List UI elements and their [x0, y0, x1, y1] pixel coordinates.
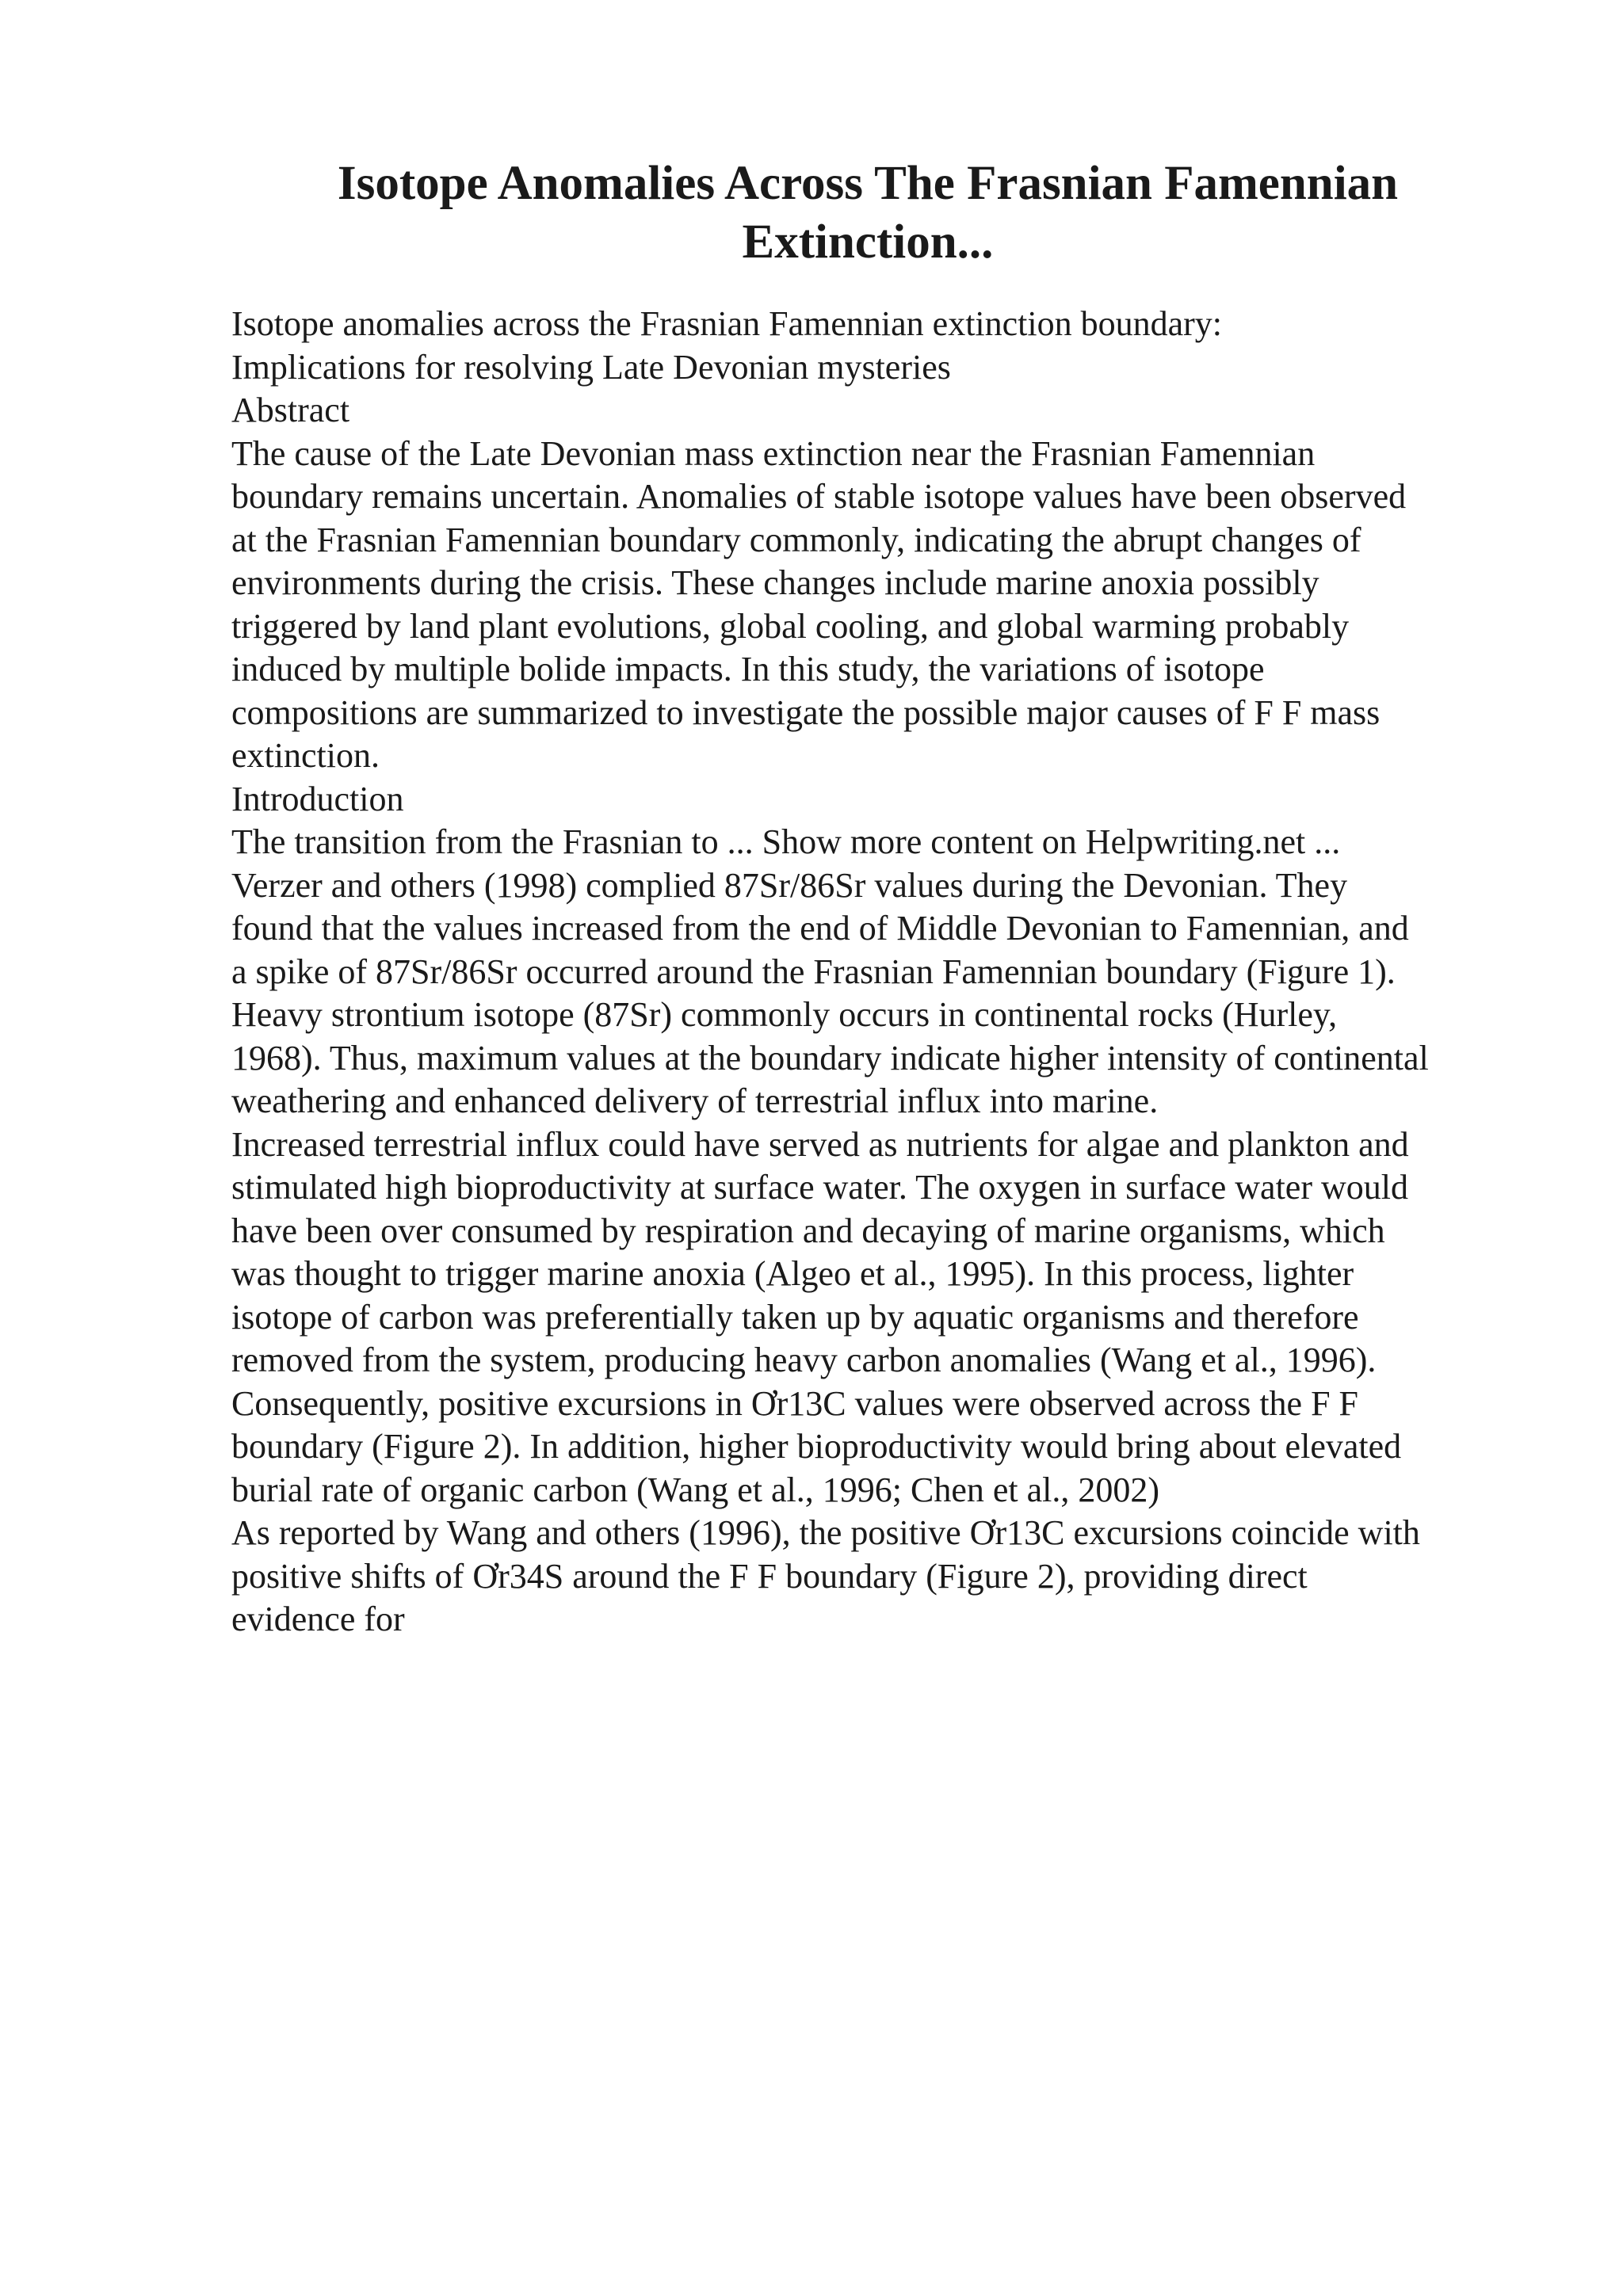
body-line: The transition from the Frasnian to ... Show more content on Helpwriting.net ... [231, 822, 1341, 861]
abstract-line: The cause of the Late Devonian mass extinction near the Frasnian Famennian [231, 433, 1316, 473]
abstract-line: environments during the crisis. These changes include marine anoxia possibly [231, 563, 1319, 602]
subtitle-line-2: Implications for resolving Late Devonian mysteries [231, 347, 951, 387]
abstract-line: triggered by land plant evolutions, global cooling, and global warming probably [231, 606, 1350, 646]
abstract-line: at the Frasnian Famennian boundary commonly, indicating the abrupt changes of [231, 520, 1361, 559]
abstract-line: extinction. [231, 736, 380, 775]
body-line: burial rate of organic carbon (Wang et al., 1996; Chen et al., 2002) [231, 1470, 1160, 1509]
body-line: positive shifts of Ơr34S around the F F boundary (Figure 2), providing direct [231, 1556, 1308, 1596]
body-line: 1968). Thus, maximum values at the boundary indicate higher intensity of continental [231, 1038, 1429, 1077]
abstract-line: compositions are summarized to investigate the possible major causes of F F mass [231, 692, 1381, 732]
body-line: Increased terrestrial influx could have served as nutrients for algae and plankton and [231, 1124, 1409, 1164]
body-line: removed from the system, producing heavy carbon anomalies (Wang et al., 1996). [231, 1341, 1377, 1379]
body-line: found that the values increased from the end of Middle Devonian to Famennian, and [231, 909, 1409, 948]
body-line: a spike of 87Sr/86Sr occurred around the Frasnian Famennian boundary (Figure 1). [231, 952, 1396, 991]
body-line: Heavy strontium isotope (87Sr) commonly occurs in continental rocks (Hurley, [231, 995, 1338, 1034]
abstract-line: boundary remains uncertain. Anomalies of stable isotope values have been observed [231, 477, 1407, 516]
abstract-heading: Abstract [231, 391, 350, 429]
body-line: was thought to trigger marine anoxia (Algeo et al., 1995). In this process, lighter [231, 1254, 1354, 1293]
document-body [231, 303, 1531, 1642]
body-line: evidence for [231, 1600, 405, 1638]
introduction-heading: Introduction [231, 779, 404, 818]
body-line: weathering and enhanced delivery of terrestrial influx into marine. [231, 1081, 1159, 1120]
body-line: Verzer and others (1998) complied 87Sr/86Sr values during the Devonian. They [231, 865, 1348, 905]
body-line: have been over consumed by respiration and decaying of marine organisms, which [231, 1211, 1385, 1250]
document-title: Isotope Anomalies Across The Frasnian Famennian Extinction... [337, 157, 1399, 269]
body-line: stimulated high bioproductivity at surface water. The oxygen in surface water would [231, 1168, 1408, 1207]
subtitle-line-1: Isotope anomalies across the Frasnian Famennian extinction boundary: [231, 304, 1223, 343]
abstract-line: induced by multiple bolide impacts. In this study, the variations of isotope [231, 650, 1265, 688]
body-line: Consequently, positive excursions in Ơr13C values were observed across the F F [231, 1383, 1359, 1423]
body-line: As reported by Wang and others (1996), the positive Ơr13C excursions coincide with [231, 1513, 1420, 1552]
body-line: boundary (Figure 2). In addition, higher bioproductivity would bring about elevated [231, 1427, 1402, 1466]
body-line: isotope of carbon was preferentially taken up by aquatic organisms and therefore [231, 1297, 1359, 1337]
